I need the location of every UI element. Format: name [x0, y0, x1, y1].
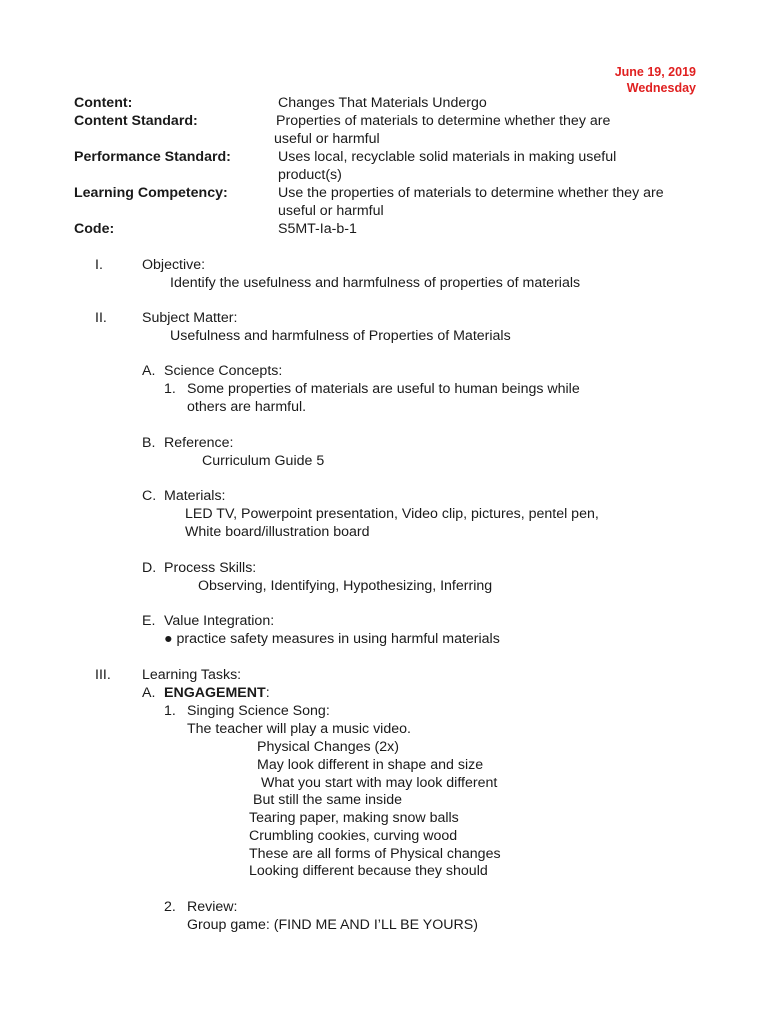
- section-2a-title: Science Concepts:: [164, 363, 283, 379]
- section-3a-item1-title: Singing Science Song:: [187, 703, 330, 719]
- learning-competency-value: Use the properties of materials to determine whether they are: [278, 185, 664, 201]
- section-2e-title: Value Integration:: [164, 613, 275, 629]
- engagement-colon: :: [265, 685, 270, 701]
- section-2c-text-cont: White board/illustration board: [185, 524, 370, 540]
- section-2d-letter: D.: [142, 560, 157, 576]
- section-2a-item-text: Some properties of materials are useful to human beings while: [187, 381, 580, 397]
- section-2-title: Subject Matter:: [142, 310, 238, 326]
- song-line: Physical Changes (2x): [257, 739, 399, 755]
- section-2b-title: Reference:: [164, 435, 234, 451]
- content-label: Content:: [74, 95, 133, 111]
- section-2d-text: Observing, Identifying, Hypothesizing, Inferring: [198, 578, 493, 594]
- performance-standard-value-cont: product(s): [278, 167, 342, 183]
- section-2d-title: Process Skills:: [164, 560, 257, 576]
- section-3a-item2-number: 2.: [164, 899, 176, 915]
- section-3a-heading: [164, 684, 270, 702]
- song-line: Tearing paper, making snow balls: [249, 810, 459, 826]
- section-3-numeral: III.: [95, 667, 111, 683]
- section-1-text: Identify the usefulness and harmfulness of properties of materials: [170, 275, 581, 291]
- song-line: May look different in shape and size: [257, 757, 484, 773]
- section-3a-letter: A.: [142, 685, 156, 701]
- code-value: S5MT-Ia-b-1: [278, 221, 357, 237]
- learning-competency-value-cont: useful or harmful: [278, 203, 384, 219]
- section-3-title: Learning Tasks:: [142, 667, 242, 683]
- content-standard-value-cont: useful or harmful: [274, 131, 380, 147]
- song-line: What you start with may look different: [261, 775, 498, 791]
- section-3a-item2-title: Review:: [187, 899, 238, 915]
- section-2b-letter: B.: [142, 435, 156, 451]
- section-2a-item-text-cont: others are harmful.: [187, 399, 307, 415]
- section-3a-item1-number: 1.: [164, 703, 176, 719]
- section-2-text: Usefulness and harmfulness of Properties of Materials: [170, 328, 511, 344]
- content-standard-label: Content Standard:: [74, 113, 198, 129]
- section-2a-item-number: 1.: [164, 381, 176, 397]
- song-line: But still the same inside: [253, 792, 403, 808]
- section-2e-text: ● practice safety measures in using harmful materials: [164, 631, 500, 647]
- section-3a-item2-text: Group game: (FIND ME AND I’LL BE YOURS): [187, 917, 478, 933]
- performance-standard-label: Performance Standard:: [74, 149, 231, 165]
- learning-competency-label: Learning Competency:: [74, 185, 228, 201]
- section-1-numeral: I.: [95, 257, 103, 273]
- performance-standard-value: Uses local, recyclable solid materials in making useful: [278, 149, 617, 165]
- section-2c-text: LED TV, Powerpoint presentation, Video clip, pictures, pentel pen,: [185, 506, 599, 522]
- section-2a-letter: A.: [142, 363, 156, 379]
- song-line: These are all forms of Physical changes: [249, 846, 501, 862]
- song-line: Crumbling cookies, curving wood: [249, 828, 458, 844]
- section-3a-item1-intro: The teacher will play a music video.: [187, 721, 411, 737]
- engagement-title: ENGAGEMENT: [164, 685, 266, 701]
- content-value: Changes That Materials Undergo: [278, 95, 487, 111]
- section-2e-letter: E.: [142, 613, 156, 629]
- section-2-numeral: II.: [95, 310, 107, 326]
- section-2c-letter: C.: [142, 488, 157, 504]
- content-standard-value: Properties of materials to determine whether they are: [276, 113, 611, 129]
- section-2c-title: Materials:: [164, 488, 226, 504]
- section-2b-text: Curriculum Guide 5: [202, 453, 325, 469]
- lesson-day: Wednesday: [626, 81, 696, 95]
- lesson-date: June 19, 2019: [614, 65, 696, 79]
- code-label: Code:: [74, 221, 115, 237]
- song-line: Looking different because they should: [249, 863, 488, 879]
- section-1-title: Objective:: [142, 257, 206, 273]
